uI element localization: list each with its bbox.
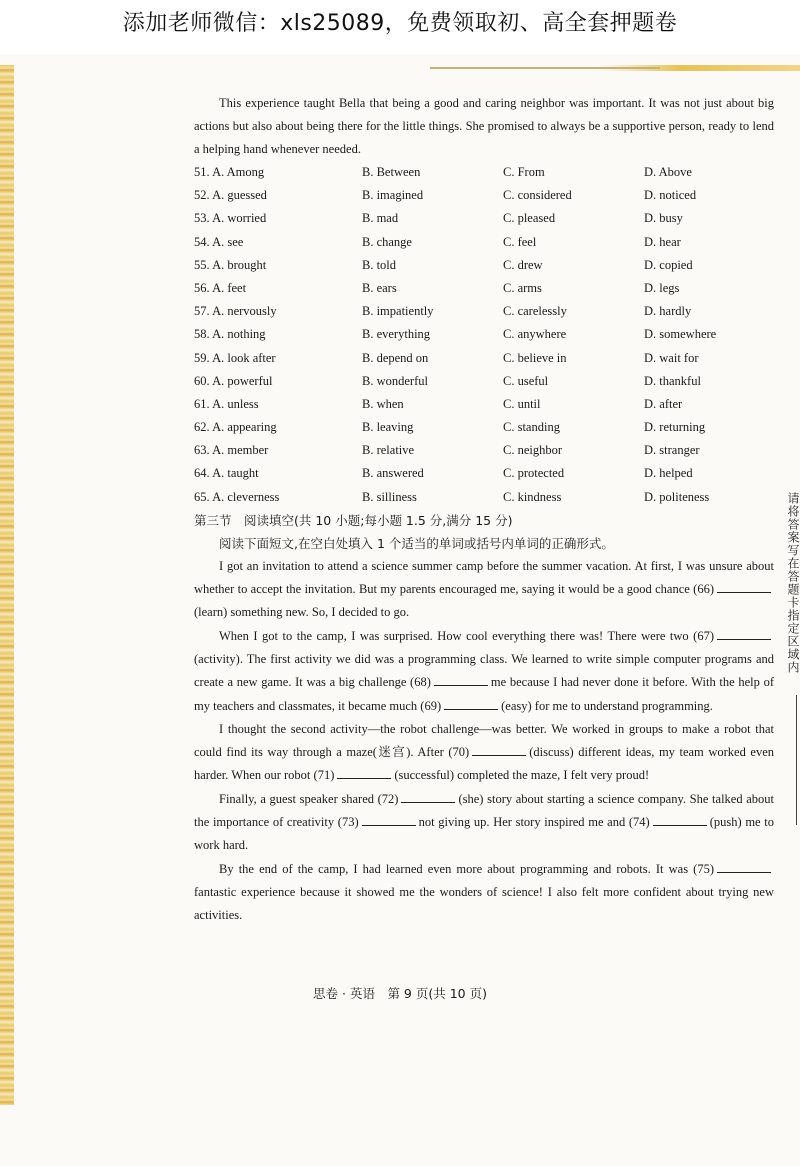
- option-c: C. From: [503, 165, 545, 179]
- option-c: C. arms: [503, 280, 542, 295]
- option-b: B. answered: [362, 466, 424, 481]
- option-d: D. busy: [644, 211, 683, 226]
- story-paragraph-1: I got an invitation to attend a science summer camp before the summer vacation. At first, I was unsure about whether to accept the invitation. But my parents encouraged me, saying it would be a good chance (66)(learn) something new. So, I decided to go.: [194, 558, 774, 620]
- option-a: 52. A. guessed: [194, 188, 267, 203]
- option-b: B. leaving: [362, 420, 414, 435]
- story-paragraph-3: I thought the second activity—the robot challenge—was better. We worked in groups to make a robot that could find its way through a maze(迷宫). After (70) (discuss) different ideas, my team worked even harder. When our robot (71) (successful) completed the maze, I felt very proud!: [194, 721, 774, 783]
- option-c: C. until: [503, 396, 541, 411]
- option-a: 56. A. feet: [194, 280, 247, 295]
- option-row: [194, 277, 774, 300]
- section-instructions: 阅读下面短文,在空白处填入 1 个适当的单词或括号内单词的正确形式。: [219, 535, 614, 551]
- story-paragraph-4: Finally, a guest speaker shared (72) (she) story about starting a science company. She talked about the importance of creativity (73) not giving up. Her story inspired me and (74) (push) me to work hard.: [194, 791, 774, 853]
- option-c: C. considered: [503, 188, 572, 203]
- option-c: C. believe in: [503, 350, 567, 365]
- option-c: C. kindness: [503, 489, 562, 504]
- option-d: D. Above: [644, 165, 692, 179]
- option-d: D. thankful: [644, 373, 701, 388]
- story-paragraph-5: By the end of the camp, I had learned even more about programming and robots. It was (75)fantastic experience because it showed me the wonders of science! I also felt more confident about trying new activities.: [194, 861, 774, 923]
- page-rule-top: [430, 67, 660, 69]
- option-a: 53. A. worried: [194, 211, 267, 226]
- option-b: B. ears: [362, 280, 397, 295]
- option-c: C. useful: [503, 373, 549, 388]
- option-a: 60. A. powerful: [194, 373, 273, 388]
- option-c: C. neighbor: [503, 443, 563, 458]
- option-row: [194, 416, 774, 439]
- option-row: [194, 231, 774, 254]
- option-d: D. wait for: [644, 350, 699, 365]
- option-a: 55. A. brought: [194, 257, 267, 272]
- option-d: D. helped: [644, 466, 693, 481]
- option-b: B. silliness: [362, 489, 417, 504]
- option-a: 58. A. nothing: [194, 327, 266, 342]
- option-c: C. anywhere: [503, 327, 567, 342]
- side-rule: [796, 695, 797, 825]
- option-c: C. drew: [503, 257, 543, 272]
- option-d: D. somewhere: [644, 327, 717, 342]
- option-row: [194, 207, 774, 230]
- option-b: B. impatiently: [362, 304, 434, 319]
- option-d: D. politeness: [644, 489, 710, 504]
- answer-blank: [653, 813, 707, 826]
- option-a: 51. A. Among: [194, 165, 265, 179]
- option-row: [194, 347, 774, 370]
- option-row: [194, 486, 774, 509]
- option-b: B. Between: [362, 165, 421, 179]
- option-row: [194, 254, 774, 277]
- option-row: [194, 439, 774, 462]
- option-d: D. hear: [644, 234, 681, 249]
- option-a: 57. A. nervously: [194, 304, 277, 319]
- option-b: B. when: [362, 396, 404, 411]
- option-c: C. standing: [503, 420, 560, 435]
- option-a: 65. A. cleverness: [194, 489, 280, 504]
- option-row: [194, 462, 774, 485]
- page-footer: 思卷 · 英语 第 9 页(共 10 页): [313, 986, 487, 1001]
- option-a: 54. A. see: [194, 234, 244, 249]
- option-c: C. carelessly: [503, 304, 567, 319]
- option-row: [194, 300, 774, 323]
- answer-blank: [401, 790, 455, 803]
- option-c: C. feel: [503, 234, 537, 249]
- option-b: B. told: [362, 257, 397, 272]
- exam-content: [194, 92, 774, 928]
- option-a: 64. A. taught: [194, 466, 259, 481]
- option-c: C. pleased: [503, 211, 556, 226]
- answer-blank: [717, 580, 771, 593]
- option-d: D. legs: [644, 280, 680, 295]
- answer-blank: [472, 743, 526, 756]
- option-b: B. change: [362, 234, 412, 249]
- answer-blank: [337, 766, 391, 779]
- option-b: B. everything: [362, 327, 431, 342]
- answer-blank: [434, 673, 488, 686]
- option-d: D. returning: [644, 420, 706, 435]
- option-d: D. copied: [644, 257, 693, 272]
- option-a: 63. A. member: [194, 443, 269, 458]
- option-row: [194, 370, 774, 393]
- option-d: D. noticed: [644, 188, 697, 203]
- option-b: B. relative: [362, 443, 415, 458]
- side-note: 请将答案写在答题卡指定区域内: [786, 492, 800, 674]
- options-list: [194, 161, 774, 509]
- option-d: D. stranger: [644, 443, 700, 458]
- option-row: [194, 184, 774, 207]
- watermark-banner: 添加老师微信：xls25089，免费领取初、高全套押题卷: [0, 0, 800, 48]
- answer-blank: [362, 813, 416, 826]
- option-b: B. mad: [362, 211, 399, 226]
- option-b: B. imagined: [362, 188, 424, 203]
- option-a: 62. A. appearing: [194, 420, 277, 435]
- option-a: 59. A. look after: [194, 350, 276, 365]
- option-row: [194, 323, 774, 346]
- answer-blank: [717, 627, 771, 640]
- answer-blank: [717, 860, 771, 873]
- story-paragraph-2: When I got to the camp, I was surprised. How cool everything there was! There were two (67)(activity). The first activity we did was a programming class. We learned to write simple computer programs and create a new game. It was a big challenge (68) me because I had never done it before. With the help of my teachers and classmates, it became much (69) (easy) for me to understand programming.: [194, 628, 774, 713]
- intro-paragraph: This experience taught Bella that being a good and caring neighbor was important. It was not just about big actions but also about being there for the little things. She promised to always be a supportive person, ready to lend a helping hand whenever needed.: [194, 96, 774, 156]
- option-row: [194, 393, 774, 416]
- option-row: [194, 161, 774, 184]
- option-d: D. hardly: [644, 304, 692, 319]
- option-a: 61. A. unless: [194, 396, 259, 411]
- page-edge-left: [0, 65, 14, 1105]
- option-d: D. after: [644, 396, 683, 411]
- option-c: C. protected: [503, 466, 565, 481]
- answer-blank: [444, 697, 498, 710]
- option-b: B. wonderful: [362, 373, 428, 388]
- option-b: B. depend on: [362, 350, 429, 365]
- section-title: 第三节 阅读填空(共 10 小题;每小题 1.5 分,满分 15 分): [194, 512, 513, 528]
